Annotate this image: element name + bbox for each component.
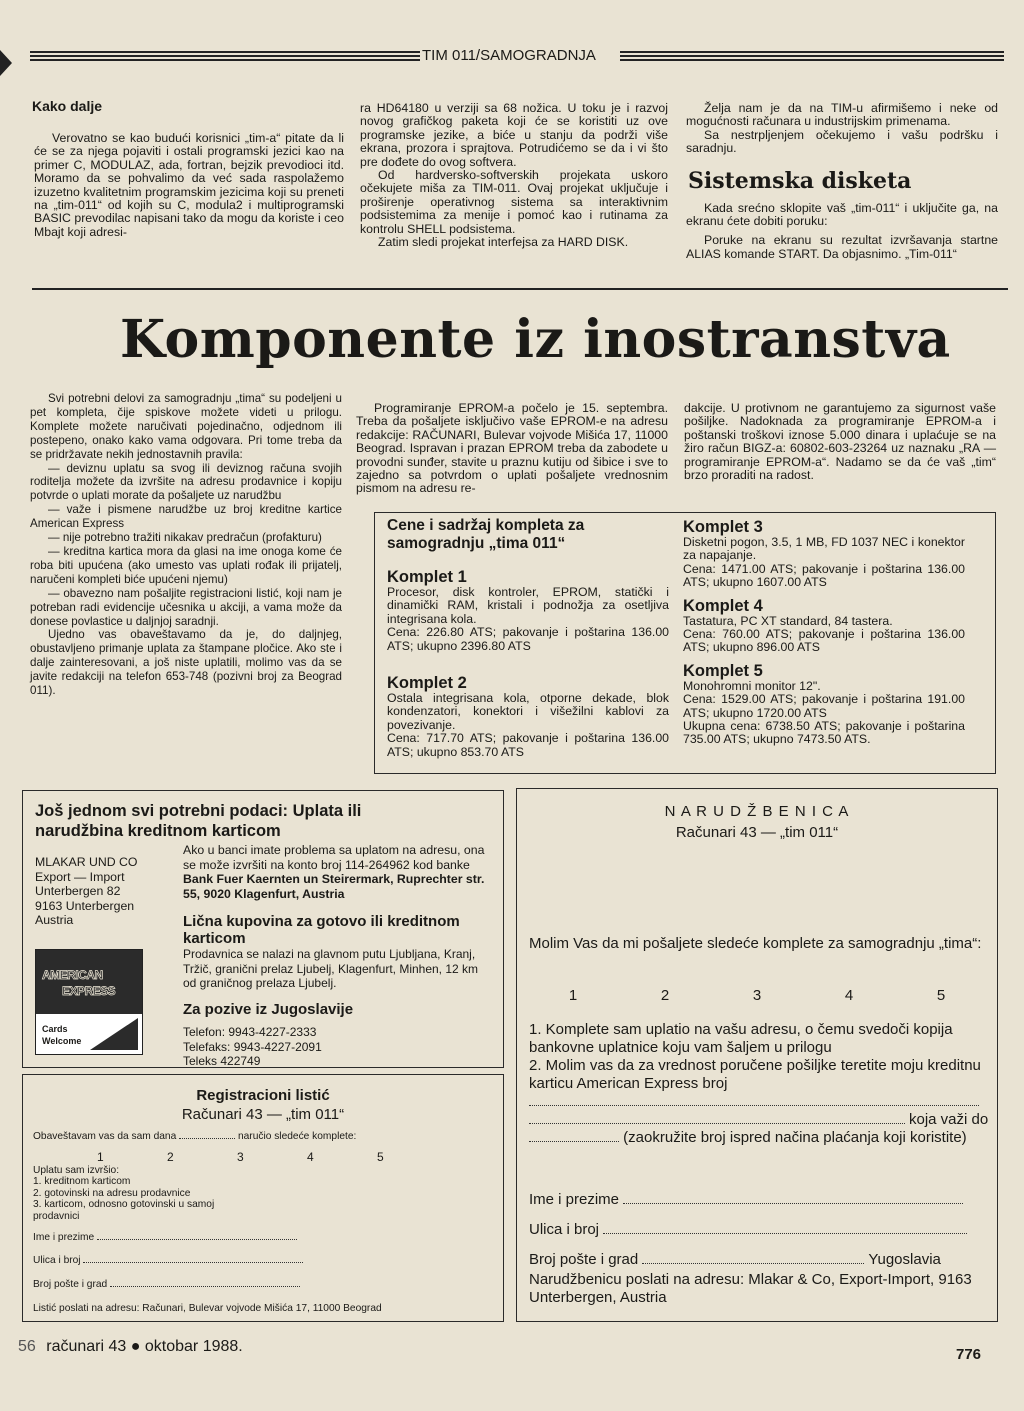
article-left-p2: Ujedno vas obaveštavamo da je, do daljnjeg, obustavljeno primanje uplata za štampane pločice. Ako ste i dalje zainteresovani, a još niste uplatili, molimo vas da se javite redakciji na telefon 653-748 (pozivni broj za Beograd 011). xyxy=(30,628,342,698)
order-kit-number[interactable]: 3 xyxy=(752,987,762,1004)
phone-line: Telefon: 9943-4227-2333 xyxy=(183,1025,317,1039)
top-col-1 xyxy=(32,98,344,239)
header-title: TIM 011/SAMOGRADNJA xyxy=(422,47,596,64)
kits-heading: Cene i sadržaj kompleta za samogradnju „tima 011“ xyxy=(387,517,585,552)
order-post-row xyxy=(529,1251,985,1268)
order-kit-number[interactable]: 2 xyxy=(660,987,670,1004)
section-heading-sistemska-disketa: Sistemska disketa xyxy=(688,167,912,194)
amex-cards-label: Cards xyxy=(42,1024,68,1034)
phone-line: Telefaks: 9943-4227-2091 xyxy=(183,1039,322,1054)
reg-payment-options xyxy=(33,1165,243,1222)
order-subtitle: Računari 43 — „tim 011“ xyxy=(675,824,839,841)
kit-5-name: Komplet 5 xyxy=(683,661,763,680)
order-kit-number[interactable]: 1 xyxy=(568,987,578,1004)
reg-post-field[interactable] xyxy=(110,1286,300,1287)
order-form xyxy=(516,788,998,1322)
info-heading: Još jednom svi potrebni podaci: Uplata ili narudžbina kreditnom karticom xyxy=(35,802,362,840)
top-col3-p3: Kada srećno sklopite vaš „tim-011“ i uključite ga, na ekranu ćete dobiti poruku: xyxy=(686,200,998,229)
order-option-1[interactable]: 1. Komplete sam uplatio na vašu adresu, o čemu svedoči kopija bankovne uplatnice koju vam šaljem u prilogu xyxy=(529,1021,953,1056)
reg-line1 xyxy=(33,1131,499,1144)
bank-info xyxy=(183,843,497,901)
shop-address xyxy=(35,855,175,928)
kit-4-price: Cena: 760.00 ATS; pakovanje i poštarina 136.00 ATS; ukupno 896.00 ATS xyxy=(683,627,965,655)
kit-3-name: Komplet 3 xyxy=(683,518,763,536)
reg-kit-number[interactable]: 2 xyxy=(167,1150,174,1164)
reg-title: Registracioni listić xyxy=(196,1087,330,1104)
top-col-2 xyxy=(360,102,668,249)
reg-name-label: Ime i prezime xyxy=(33,1232,95,1243)
reg-name-field[interactable] xyxy=(97,1239,297,1240)
kit-4-name: Komplet 4 xyxy=(683,596,763,615)
shop-heading: Lična kupovina za gotovo ili kreditnom karticom xyxy=(183,913,460,947)
article-left-b1: — deviznu uplatu sa svog ili deviznog računa svojih roditelja možete da izvršite na adresu prodavnice i kopiju potvrde o uplati morate da pošaljete uz narudžbu xyxy=(30,461,342,503)
article-left-b4: — kreditna kartica mora da glasi na ime onoga kome će roba biti upućena (ako umesto vas uplati rođak ili prijatelj, naručeni kompleti biće upućeni njemu) xyxy=(30,544,342,586)
reg-kit-numbers xyxy=(97,1151,477,1164)
order-option-2[interactable]: 2. Molim vas da za vrednost poručene pošiljke teretite moju kreditnu karticu American Express broj xyxy=(529,1057,981,1092)
order-kit-number[interactable]: 5 xyxy=(936,987,946,1004)
address-line: MLAKAR UND CO xyxy=(35,855,138,869)
order-valid-b: (zaokružite broj ispred načina plaćanja koji koristite) xyxy=(623,1129,967,1146)
order-kit-number[interactable]: 4 xyxy=(844,987,854,1004)
kit-1-desc: Procesor, disk kontroler, EPROM, statički i dinamički RAM, kristali i podnožja za osetljiva integrisana kola. xyxy=(387,585,669,626)
article-right-text: dakcije. U protivnom ne garantujemo za sigurnost vaše pošiljke. Nadoknada za programiranje EPROM-a i poštanski troškovi iznose 5.000 dinara i uplaćuje se na žiro račun BIGZ-a: 60802-603-23264 uz naznaku „RA — programiranje EPROM-a“. Nadamo se da će vaš „tim“ brzo proraditi na radost. xyxy=(684,401,996,483)
amex-logo-line1: AMERICAN xyxy=(42,968,103,982)
issue-label: računari 43 xyxy=(46,1338,127,1355)
divider-top xyxy=(32,288,1008,290)
phones xyxy=(183,1025,322,1069)
article-left-col xyxy=(30,392,342,698)
article-title: Komponente iz inostranstva xyxy=(120,309,951,370)
card-expiry-field[interactable] xyxy=(529,1141,619,1142)
reg-paid-label: Uplatu sam izvršio: xyxy=(33,1165,120,1176)
kit-1-price: Cena: 226.80 ATS; pakovanje i poštarina 136.00 ATS; ukupno 2396.80 ATS xyxy=(387,625,669,653)
kits-right xyxy=(683,519,965,747)
registration-slip xyxy=(22,1074,504,1322)
reg-line1-b: naručio sledeće komplete: xyxy=(237,1131,357,1142)
shop-text: Prodavnica se nalazi na glavnom putu Ljubljana, Kranj, Tržič, granični prelaz Ljubelj, Klagenfurt, Minhen, 12 km od graničnog prelaza Ljubelj. xyxy=(183,947,479,991)
kits-left xyxy=(387,517,669,759)
order-street-row xyxy=(529,1221,985,1238)
page-number: 56 xyxy=(18,1338,36,1355)
reg-option[interactable]: 1. kreditnom karticom xyxy=(33,1176,131,1188)
kit-4-desc: Tastatura, PC XT standard, 84 tastera. xyxy=(683,613,893,628)
address-line: Austria xyxy=(35,913,74,928)
reg-street-label: Ulica i broj xyxy=(33,1255,81,1266)
top-col3-p4: Poruke na ekranu su rezultat izvršavanja startne ALIAS komande START. Da objasnimo. „Tim-011“ xyxy=(686,233,998,261)
reg-post-row xyxy=(33,1279,333,1292)
phone-line: Teleks 422749 xyxy=(183,1054,261,1069)
order-valid-row xyxy=(529,1129,985,1147)
article-left-b3: — nije potrebno tražiti nikakav predračun (profakturu) xyxy=(48,531,322,545)
order-intro: Molim Vas da mi pošaljete sledeće komplete za samogradnju „tima“: xyxy=(529,935,982,952)
reg-option[interactable]: 3. karticom, odnosno gotovinski u samoj prodavnici xyxy=(33,1199,215,1222)
reg-kit-number[interactable]: 1 xyxy=(97,1150,104,1164)
footer-code: 776 xyxy=(956,1346,982,1363)
order-title: N A R U D Ž B E N I C A xyxy=(664,803,850,820)
order-kit-numbers xyxy=(527,987,997,1004)
american-express-card xyxy=(35,949,143,1055)
reg-name-row xyxy=(33,1232,333,1245)
reg-option[interactable]: 2. gotovinski na adresu prodavnice xyxy=(33,1187,191,1199)
section-heading-kako-dalje: Kako dalje xyxy=(32,98,103,114)
reg-kit-number[interactable]: 4 xyxy=(307,1150,314,1164)
reg-street-field[interactable] xyxy=(83,1262,303,1263)
reg-date-field[interactable] xyxy=(179,1138,235,1139)
top-col3-p1: Želja nam je da na TIM-u afirmišemo i neke od mogućnosti računara u industrijskim primenama. xyxy=(686,101,998,129)
order-post-field[interactable] xyxy=(642,1263,864,1264)
kit-3-desc: Disketni pogon, 3.5, 1 MB, FD 1037 NEC i konektor za napajanje. xyxy=(683,535,965,563)
kit-2-name: Komplet 2 xyxy=(387,674,467,693)
order-country: Yugoslavia xyxy=(868,1251,941,1268)
card-number-field[interactable] xyxy=(529,1091,979,1106)
bullet-icon: ● xyxy=(130,1338,141,1355)
reg-post-label: Broj pošte i grad xyxy=(33,1279,108,1290)
bank-name: Bank Fuer Kaernten un Steirermark, Ruprechter str. 55, 9020 Klagenfurt, Austria xyxy=(183,872,485,901)
kits-total: Ukupna cena: 6738.50 ATS; pakovanje i poštarina 735.00 ATS; ukupno 7473.50 ATS. xyxy=(683,719,965,747)
header-bar xyxy=(30,48,1004,64)
article-left-b5: — obavezno nam pošaljite registracioni listić, koji nam je potreban radi evidencije učesnika u akciji, a vama može da donese povlastice u daljnjoj saradnji. xyxy=(30,586,342,628)
reg-line1-a: Obaveštavam vas da sam dana xyxy=(33,1131,177,1142)
amex-logo xyxy=(36,950,142,1014)
article-left-b2: — važe i pismene narudžbe uz broj kreditne kartice American Express xyxy=(30,503,342,531)
kit-5-desc: Monohromni monitor 12". xyxy=(683,678,821,693)
top-col2-p3: Zatim sledi projekat interfejsa za HARD DISK. xyxy=(378,235,629,250)
bank-text: Ako u banci imate problema sa uplatom na adresu, ona se može izvršiti na konto broj 114-264962 kod banke xyxy=(183,843,485,872)
top-col2-p1: ra HD64180 u verziji sa 68 nožica. U toku je i razvoj novog grafičkog paketa koji će se koristiti uz ove programske jezike, a biće u stanju da podrži više ekrana, prozora i sprajtova. Potrudićemo se da i vi što pre dođete do ovog softvera. xyxy=(360,101,668,169)
order-post-label: Broj pošte i grad xyxy=(529,1251,639,1268)
top-col2-p2: Od hardversko-softverskih projekata uskoro očekujete miša za TIM-011. Ovaj projekat uključuje i proširenje operativnog sistema sa interaktivnim podsistemima za menije i pomoć kao i rutinama za kontrolu SHELL podsistema. xyxy=(360,168,668,236)
footer-left xyxy=(18,1338,243,1356)
amex-welcome-label: Welcome xyxy=(42,1036,82,1046)
reg-street-row xyxy=(33,1255,333,1268)
kit-5-price: Cena: 1529.00 ATS; pakovanje i poštarina 191.00 ATS; ukupno 1720.00 ATS xyxy=(683,692,965,720)
top-col1-text: Verovatno se kao budući korisnici „tim-a“ pitate da li će se za njega pojaviti i ostali programski jezici kao na primer C, MODULAZ, ada, fortran, bejzik prevodioci itd. Moramo da se pohvalimo da već sada raspolažemo izuzetno kvalitetnim programskim jezicima koji su preneti na „tim-011“ od kojih su C, modula2 i multiprogramski BASIC prevodilac napisani tako da mogu da koriste i ceo Mbajt koji adresi- xyxy=(34,131,344,239)
address-line: 9163 Unterbergen xyxy=(35,898,135,913)
info-box xyxy=(22,790,504,1068)
article-left-p1: Svi potrebni delovi za samogradnju „tima“ su podeljeni u pet kompleta, čije spiskove možete videti u prilogu. Komplete možete naručivati pojedinačno, odjednom ili postepeno, onako kako vama odgovara. Pri tome treba da se pridržavate nekih jednostavnih pravila: xyxy=(30,392,342,461)
article-mid-text: Programiranje EPROM-a počelo je 15. septembra. Treba da pošaljete isključivo vaše EPROM-e na adresu redakcije: RAČUNARI, Bulevar vojvode Mišića 17, 11000 Beograd. Ispravan i prazan EPROM treba da zabodete u provodni sunđer, stavite u praznu kutiju od šibice i sve to zajedno sa potvrdom o uplati pošaljete vrednosnim pismom na adresu re- xyxy=(356,401,668,496)
kit-1-name: Komplet 1 xyxy=(387,568,467,586)
order-valid-a: koja važi do xyxy=(909,1111,989,1128)
card-number-field-2[interactable] xyxy=(529,1109,905,1124)
article-mid-col xyxy=(356,402,668,496)
order-street-label: Ulica i broj xyxy=(529,1221,600,1238)
article-right-col xyxy=(684,402,996,482)
reg-send-address: Listić poslati na adresu: Računari, Bulevar vojvode Mišića 17, 11000 Beograd xyxy=(33,1303,382,1314)
kits-box xyxy=(374,512,996,774)
order-name-row xyxy=(529,1191,985,1208)
order-name-label: Ime i prezime xyxy=(529,1191,620,1208)
issue-date: oktobar 1988. xyxy=(144,1338,243,1355)
order-send-address: Narudžbenicu poslati na adresu: Mlakar & Co, Export-Import, 9163 Unterbergen, Austria xyxy=(529,1271,972,1306)
reg-kit-number[interactable]: 3 xyxy=(237,1150,244,1164)
top-col3-p2: Sa nestrpljenjem očekujemo i vašu podršku i saradnju. xyxy=(686,127,998,156)
order-name-field[interactable] xyxy=(623,1203,963,1204)
address-line: Export — Import xyxy=(35,869,125,884)
amex-logo-line2: EXPRESS xyxy=(62,984,116,998)
reg-subtitle: Računari 43 — „tim 011“ xyxy=(181,1106,345,1123)
kit-2-price: Cena: 717.70 ATS; pakovanje i poštarina 136.00 ATS; ukupno 853.70 ATS xyxy=(387,731,669,759)
reg-kit-number[interactable]: 5 xyxy=(377,1150,384,1164)
kit-2-desc: Ostala integrisana kola, otporne dekade, blok kondenzatori, konektori i višežilni kablovi za povezivanje. xyxy=(387,691,669,732)
page-edge-arrow-icon xyxy=(0,50,12,76)
address-line: Unterbergen 82 xyxy=(35,884,121,899)
card-corner-swoosh-icon xyxy=(88,1016,140,1052)
order-street-field[interactable] xyxy=(603,1233,967,1234)
top-col-3 xyxy=(686,102,998,261)
kit-3-price: Cena: 1471.00 ATS; pakovanje i poštarina 136.00 ATS; ukupno 1607.00 ATS xyxy=(683,561,965,590)
yu-heading: Za pozive iz Jugoslavije xyxy=(183,1001,354,1018)
